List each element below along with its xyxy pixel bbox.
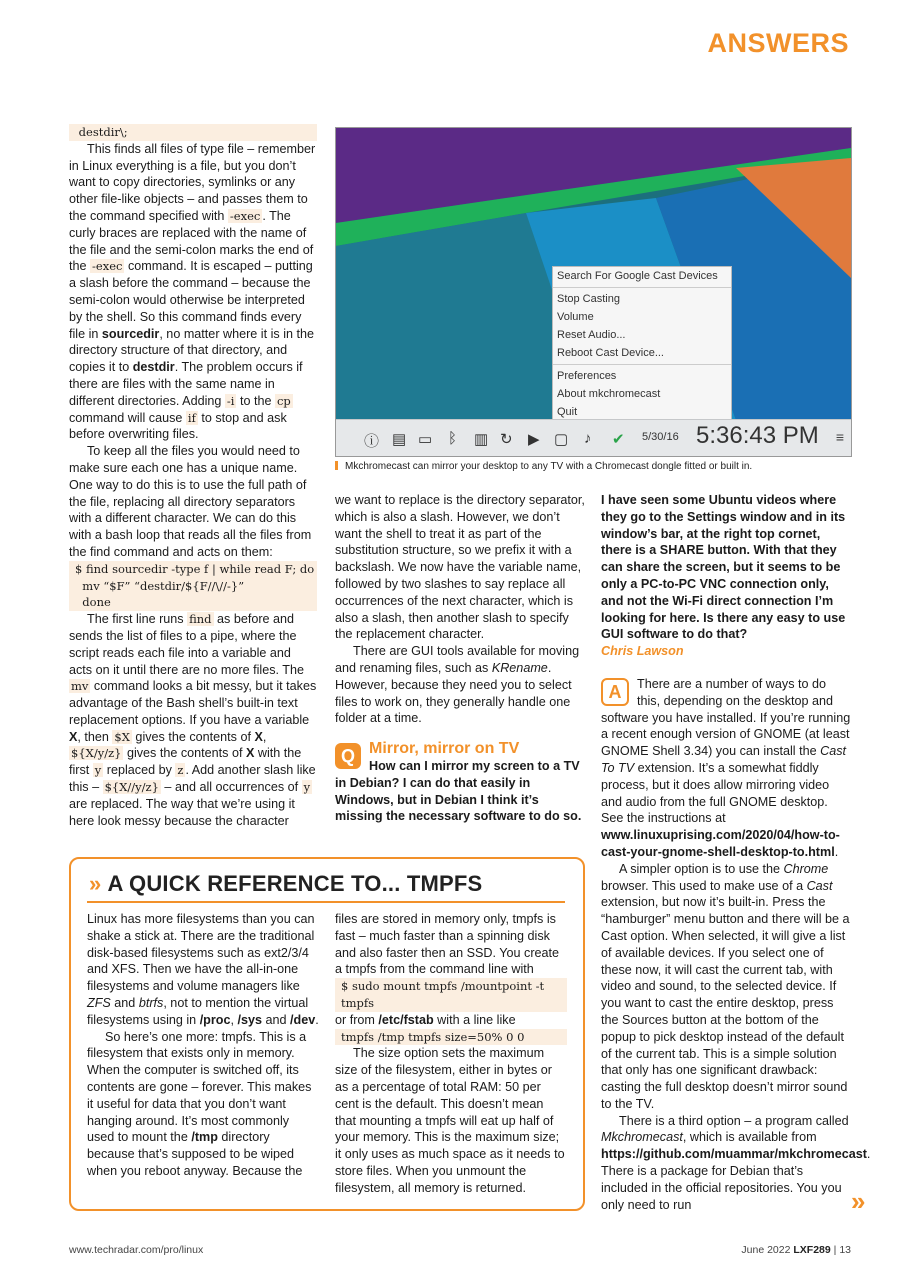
link-url[interactable]: www.linuxuprising.com/2020/04/how-to-cast-your-gnome-shell-desktop-to.html — [601, 828, 840, 859]
taskbar-clock: 5:36:43 PM — [696, 422, 819, 449]
cast-context-menu — [552, 266, 732, 420]
quick-reference-box — [69, 857, 585, 1211]
inline-code: -exec — [92, 259, 123, 274]
menu-item-search[interactable]: Search For Google Cast Devices — [557, 270, 718, 282]
menu-item-about[interactable]: About mkchromecast — [557, 388, 661, 400]
inline-code: $X — [114, 729, 130, 744]
question-text: How can I mirror my screen to a TV in Debian? I can do that easily in Windows, but in Debian I think it’s missing the necessary software to do so. — [335, 758, 582, 824]
inline-code: mv — [71, 679, 89, 694]
text: . There is a package for Debian that’s included in the official repositories. You you only need to run — [601, 1147, 871, 1212]
text: So here’s one more: tmpfs. This is a filesystem that exists only in memory. When the computer is switched off, its contents are gone – forever. This makes it useful for data that you don’t want hanging around. It’s most commonly used to mount the — [87, 1029, 312, 1145]
text: . Add another slash like this – — [69, 763, 316, 795]
italic-text: Mkchromecast — [601, 1130, 683, 1145]
code-line: tmpfs — [335, 995, 567, 1012]
next-page-arrow-icon: » — [851, 1186, 866, 1216]
text: gives the contents of — [131, 729, 255, 744]
column-2 — [335, 492, 585, 825]
text: , — [230, 1012, 238, 1027]
text: Linux has more filesystems than you can shake a stick at. There are the traditional disk-based filesystems such as ext2/3/4 and XFS. Then we have the all-in-one filesystems and volume managers like — [87, 912, 315, 994]
clipboard-icon[interactable]: ▤ — [392, 431, 407, 448]
text: – and all occurrences of — [160, 780, 302, 795]
spacer — [601, 660, 851, 676]
italic-text: Cast — [806, 878, 833, 893]
text: to stop and ask before overwriting files. — [69, 410, 287, 442]
text: , which is available from — [682, 1130, 817, 1145]
text: A simpler option is to use the — [619, 861, 784, 876]
text: directory because that’s supposed to be wiped when you reboot anyway. Because the — [87, 1130, 303, 1178]
caption-marker — [335, 461, 338, 470]
inline-code: y — [94, 763, 102, 778]
paragraph — [69, 611, 317, 829]
paragraph — [601, 676, 851, 861]
sync-icon[interactable]: ↻ — [500, 431, 513, 448]
footer-url: www.techradar.com/pro/linux — [69, 1244, 204, 1256]
bold-text: /etc/fstab — [378, 1012, 434, 1027]
text: There are GUI tools available for moving and renaming files, such as — [335, 644, 580, 675]
page-number: 13 — [839, 1244, 851, 1256]
inline-code: ${X/y/z} — [71, 746, 122, 761]
paragraph — [87, 911, 319, 1029]
paragraph — [335, 643, 585, 727]
text: command. It is escaped – putting a slash before the command – because the semi-colon would otherwise be interpreted by the shell. So this command finds every file in — [69, 259, 313, 341]
menu-icon[interactable]: ≡ — [835, 429, 844, 445]
code-line: $ find sourcedir -type f | while read F; do — [69, 561, 317, 578]
section-title: ANSWERS — [707, 28, 849, 58]
menu-item-reboot[interactable]: Reboot Cast Device... — [557, 347, 664, 359]
text: This finds all files of type file – remember in Linux everything is a file, but you don’t want to copy directories, symlinks or any other file-like objects – and passes them to the command specified with — [69, 141, 316, 223]
paragraph — [601, 1113, 871, 1214]
italic-text: ZFS — [87, 995, 111, 1010]
code-line: destdir\; — [69, 124, 317, 141]
box-column-2 — [335, 911, 567, 1197]
figure-caption — [335, 461, 752, 472]
text: as before and sends the list of files to a pipe, where the script reads each file into a variable and acts on it until there are no more files. The — [69, 612, 304, 677]
menu-separator — [553, 364, 731, 365]
text: with the first — [69, 746, 302, 778]
text: . However, because they need you to select files to work on, they generally handle one folder at a time. — [335, 660, 572, 726]
code-line: $ sudo mount tmpfs /mountpoint -t — [335, 978, 567, 995]
usb-icon[interactable]: ▥ — [474, 431, 489, 448]
column-1 — [69, 124, 317, 829]
box-title — [89, 871, 482, 897]
menu-item-preferences[interactable]: Preferences — [557, 370, 617, 382]
text: . — [834, 844, 839, 859]
italic-text: btrfs — [138, 995, 164, 1010]
italic-text: Chrome — [783, 861, 829, 876]
question-author: Chris Lawson — [601, 644, 684, 659]
text: , not to mention the virtual filesystems using in — [87, 995, 309, 1027]
box-title-text: A QUICK REFERENCE TO... TMPFS — [107, 871, 483, 896]
q-badge: Q — [335, 743, 361, 769]
cast-icon[interactable]: ▢ — [554, 431, 569, 448]
text: command will cause — [69, 410, 186, 425]
bold-text: X — [245, 746, 255, 761]
text: extension, but now it’s built-in. Press the “hamburger” menu button and there will be a Cast option. When selected, it will give a list of available devices. If you select one of these now, it will cast the current tab, with video and sound, to the selected device. If you want to cast the entire desktop, press the Sources button at the bottom of the popup to pick desktop instead of the default of the current tab. This is a simple solution that only has one significant drawback: casting the full desktop doesn’t mirror sound to the TV. — [601, 895, 850, 1111]
a-badge: A — [601, 678, 629, 706]
spacer — [335, 727, 585, 741]
menu-item-stop-casting[interactable]: Stop Casting — [557, 293, 620, 305]
code-line: done — [69, 594, 317, 611]
answer-block — [601, 676, 851, 861]
bold-text: /proc — [199, 1012, 231, 1027]
text: are replaced. The way that we’re using it here look messy because the character — [69, 796, 295, 828]
question-text: I have seen some Ubuntu videos where they go to the Settings window and in its window’s bar, at the right top cornet, there is a SHARE button. With that they can share the screen, but it seems to be only a PC-to-PC VNC connection only, and not the Wi-Fi direct connection I’m looking for here. Is there any easy to use GUI software to do that? — [601, 493, 846, 642]
shield-icon[interactable]: ✔ — [612, 431, 625, 448]
text: and — [110, 995, 139, 1010]
bold-text: X — [69, 729, 78, 744]
paragraph: The size option sets the maximum size of the filesystem, either in bytes or as a percentage of total RAM: 50 per cent is the default. This doesn’t mean that mounting a tmpfs will eat up half of your memory. This is the maximum size; it only uses as much space as it needs to store files. When you unmount the filesystem, all memory is returned. — [335, 1046, 565, 1195]
bold-text: /dev — [290, 1012, 316, 1027]
inline-code: y — [303, 780, 311, 795]
link-url[interactable]: https://github.com/muammar/mkchromecast — [601, 1147, 867, 1162]
paragraph — [87, 1029, 319, 1180]
play-icon[interactable]: ▶ — [528, 431, 540, 448]
bold-text: /tmp — [191, 1130, 218, 1145]
text: There is a third option – a program called — [619, 1113, 849, 1128]
text: with a line like — [433, 1012, 516, 1027]
battery-icon[interactable]: ▭ — [418, 431, 433, 448]
menu-item-reset-audio[interactable]: Reset Audio... — [557, 329, 626, 341]
text: and — [262, 1012, 291, 1027]
text: , no matter where it is in the directory structure of that directory, and copies it to — [69, 326, 315, 375]
text: , then — [77, 729, 113, 744]
paragraph: we want to replace is the directory separator, which is also a slash. However, we don’t want the shell to treat it as part of the substitution structure, so we prefix it with a backslash. We now have the variable name, followed by two slashes to say replace all occurrences of the next character, which is also a slash, then another slash to specify the replacement character. — [335, 493, 585, 642]
paragraph: To keep all the files you would need to make sure each one has a unique name. One way to do this is to use the full path of the file, replacing all directory separators with a different character. We can do this with a bash loop that reads all the files from the find command and acts on them: — [69, 444, 312, 559]
menu-item-volume[interactable]: Volume — [557, 311, 594, 323]
footer-separator: | — [833, 1244, 837, 1256]
bold-text: sourcedir — [101, 326, 160, 341]
desktop-screenshot — [335, 127, 852, 457]
inline-code: if — [187, 410, 196, 425]
paragraph — [335, 1012, 567, 1029]
issue-date: June 2022 — [741, 1244, 791, 1256]
text: gives the contents of — [123, 746, 246, 761]
alert-icon[interactable]: ⓘ — [364, 433, 380, 450]
bluetooth-icon[interactable]: ᛒ — [448, 430, 458, 447]
text: . The problem occurs if there are files with the same name in different directories. Adding — [69, 360, 303, 408]
column-3 — [601, 492, 871, 1213]
chevron-icon: » — [89, 871, 102, 896]
text: browser. This used to make use of a — [601, 878, 807, 893]
taskbar-date: 5/30/16 — [642, 431, 679, 443]
code-line: tmpfs /tmp tmpfs size=50% 0 0 — [335, 1029, 567, 1046]
issue-number: LXF289 — [793, 1244, 831, 1256]
question-block — [335, 741, 585, 825]
paragraph — [69, 141, 317, 443]
text: command looks a bit messy, but it takes advantage of the Bash shell’s built-in text replacement options. If you have a variable — [69, 679, 317, 727]
code-line: mv “$F” “destdir/${F//\//-}” — [69, 578, 317, 595]
caption-text: Mkchromecast can mirror your desktop to any TV with a Chromecast dongle fitted or built in. — [345, 461, 753, 472]
inline-code: -i — [226, 393, 235, 408]
italic-text: KRename — [491, 660, 548, 675]
bold-text: destdir — [132, 360, 175, 375]
text: or from — [335, 1012, 379, 1027]
inline-code: ${X//y/z} — [104, 780, 159, 795]
inline-code: cp — [276, 393, 291, 408]
text: extension. It’s a somewhat fiddly process, but it does allow mirroring video and audio from the full GNOME desktop. See the instructions at — [601, 760, 830, 826]
bold-text: X — [254, 729, 263, 744]
menu-separator — [553, 287, 731, 288]
text: The first line runs — [87, 612, 188, 627]
menu-item-quit[interactable]: Quit — [557, 406, 578, 418]
inline-code: find — [189, 612, 212, 627]
box-column-1 — [87, 911, 319, 1180]
taskbar — [336, 419, 851, 456]
inline-code: -exec — [229, 208, 261, 223]
text: , — [262, 729, 267, 744]
footer-issue — [741, 1244, 851, 1256]
volume-icon[interactable]: ♪ — [584, 430, 592, 447]
box-rule — [87, 901, 565, 903]
paragraph: files are stored in memory only, tmpfs is fast – much faster than a spinning disk and also faster then an SSD. You create a tmpfs from the command line with — [335, 912, 560, 977]
paragraph — [601, 861, 851, 1113]
italic-text: Cast To TV — [601, 744, 846, 775]
text: to the — [236, 393, 275, 408]
text: There are a number of ways to do this, depending on the desktop and software you have installed. If you’re running a recent enough version of GNOME (at least GNOME Shell 3.34) you can install the — [601, 676, 851, 759]
text: . — [315, 1012, 319, 1027]
inline-code: z — [177, 763, 184, 778]
question-heading: Mirror, mirror on TV — [369, 740, 520, 758]
text: . The curly braces are replaced with the name of the file and the semi-colon marks the end of the — [69, 208, 314, 274]
bold-text: /sys — [237, 1012, 262, 1027]
text: replaced by — [103, 763, 176, 778]
